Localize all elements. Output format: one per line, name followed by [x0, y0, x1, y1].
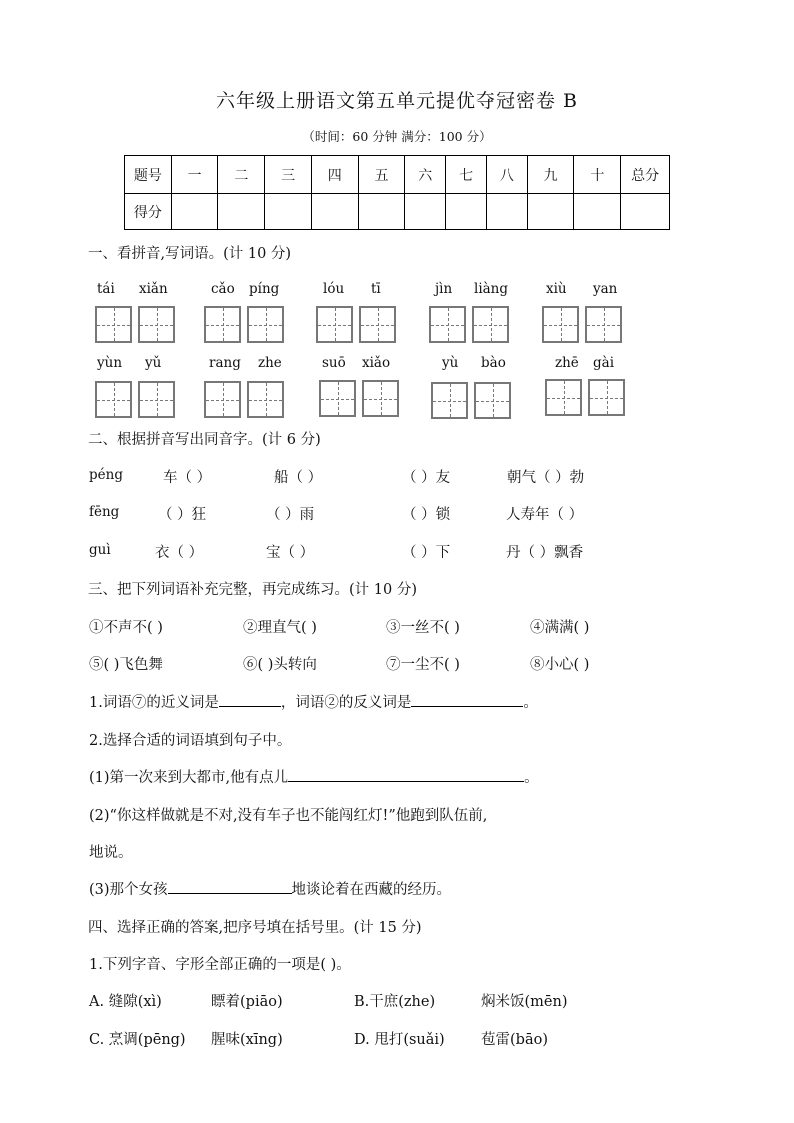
- question-text: (1)第一次来到大都市,他有点儿: [89, 770, 289, 786]
- option-c-2: 腥味(xīng): [211, 1032, 283, 1048]
- score-table: [124, 155, 670, 230]
- score-input-cell[interactable]: [405, 194, 446, 230]
- pinyin: jìn: [435, 281, 453, 297]
- writing-grid-box[interactable]: [542, 306, 579, 343]
- option-a-2: 瞟着(piāo): [211, 994, 283, 1010]
- homophone-item: （ ）友: [402, 470, 451, 486]
- idiom-item: ⑤( )飞色舞: [89, 657, 163, 673]
- homophone-item: （ ）锁: [402, 507, 451, 523]
- score-cell: 四: [311, 156, 358, 194]
- score-cell: 五: [358, 156, 405, 194]
- score-input-cell[interactable]: [218, 194, 265, 230]
- homophone-item: 车（ ）: [163, 470, 212, 486]
- homophone-item: 朝气（ ）勃: [507, 470, 585, 486]
- score-table-header-row: [125, 156, 670, 194]
- homophone-item: （ ）狂: [158, 507, 207, 523]
- option-c: C. 烹调(pēng): [89, 1032, 186, 1048]
- pinyin: suō: [322, 355, 346, 371]
- pinyin: gài: [593, 355, 615, 371]
- homophone-item: 丹（ ）飘香: [506, 545, 584, 561]
- answer-blank[interactable]: [411, 706, 523, 707]
- homophone-item: 衣（ ）: [155, 545, 204, 561]
- score-cell: 总分: [621, 156, 670, 194]
- pinyin: píng: [249, 281, 280, 297]
- writing-grid-box[interactable]: [429, 306, 466, 343]
- score-input-cell[interactable]: [446, 194, 487, 230]
- score-input-cell[interactable]: [358, 194, 405, 230]
- score-table-score-row: [125, 194, 670, 230]
- writing-grid-box[interactable]: [95, 381, 132, 418]
- section-4-heading: 四、选择正确的答案,把序号填在括号里。(计 15 分): [88, 920, 422, 936]
- pinyin: rang: [209, 355, 241, 371]
- option-b: B.干庶(zhe): [354, 994, 436, 1010]
- writing-grid-box[interactable]: [247, 381, 284, 418]
- score-input-cell[interactable]: [486, 194, 527, 230]
- pinyin: yùn: [97, 355, 123, 371]
- homophone-item: （ ）雨: [266, 507, 315, 523]
- question-3-2-2: (2)“你这样做就是不对,没有车子也不能闯红灯!”他跑到队伍前,: [89, 808, 488, 824]
- pinyin: xiǎn: [139, 281, 168, 297]
- writing-grid-box[interactable]: [585, 306, 622, 343]
- idiom-item: ⑧小心( ): [530, 657, 590, 673]
- homophone-item: 船（ ）: [274, 470, 323, 486]
- pinyin-label: fēng: [89, 504, 120, 520]
- score-input-cell[interactable]: [311, 194, 358, 230]
- writing-grid-box[interactable]: [359, 306, 396, 343]
- option-b-2: 焖米饭(mēn): [481, 994, 568, 1010]
- pinyin-label: péng: [89, 467, 123, 483]
- writing-grid-box[interactable]: [138, 306, 175, 343]
- score-input-cell[interactable]: [621, 194, 670, 230]
- pinyin: cǎo: [211, 281, 235, 297]
- question-3-2: 2.选择合适的词语填到句子中。: [89, 733, 292, 749]
- pinyin: bào: [481, 355, 506, 371]
- pinyin: zhe: [258, 355, 282, 371]
- question-3-2-1: [89, 766, 539, 787]
- pinyin: liàng: [474, 281, 509, 297]
- writing-grid-box[interactable]: [95, 306, 132, 343]
- homophone-item: 人寿年（ ）: [506, 507, 584, 523]
- question-3-2-2-end: 地说。: [89, 845, 133, 861]
- question-text: 。: [523, 695, 538, 711]
- pinyin: yù: [442, 355, 459, 371]
- question-text: 地谈论着在西藏的经历。: [291, 882, 452, 898]
- idiom-item: ②理直气( ): [243, 620, 317, 636]
- option-d-2: 苞雷(bāo): [481, 1032, 548, 1048]
- score-input-cell[interactable]: [265, 194, 312, 230]
- pinyin: xiǎo: [362, 355, 391, 371]
- homophone-item: （ ）下: [402, 545, 451, 561]
- score-cell: 二: [218, 156, 265, 194]
- pinyin: yan: [593, 281, 618, 297]
- score-cell: 七: [446, 156, 487, 194]
- writing-grid-box[interactable]: [247, 306, 284, 343]
- writing-grid-box[interactable]: [204, 306, 241, 343]
- answer-blank[interactable]: [168, 893, 292, 894]
- pinyin: xiù: [546, 281, 567, 297]
- question-3-1: [89, 691, 538, 712]
- writing-grid-box[interactable]: [316, 306, 353, 343]
- option-d: D. 甩打(suǎi): [354, 1032, 445, 1048]
- idiom-item: ③一丝不( ): [386, 620, 460, 636]
- section-1-heading: 一、看拼音,写词语。(计 10 分): [88, 246, 292, 262]
- idiom-item: ⑥( )头转向: [243, 657, 317, 673]
- score-cell: 得分: [125, 194, 172, 230]
- question-text: 1.词语⑦的近义词是: [89, 695, 219, 711]
- writing-grid-box[interactable]: [362, 380, 399, 417]
- score-cell: 题号: [125, 156, 172, 194]
- pinyin: zhē: [555, 355, 579, 371]
- score-input-cell[interactable]: [527, 194, 574, 230]
- score-cell: 八: [486, 156, 527, 194]
- answer-blank[interactable]: [288, 781, 524, 782]
- score-input-cell[interactable]: [574, 194, 621, 230]
- question-text: ，词语②的反义词是: [280, 695, 412, 711]
- section-2-heading: 二、根据拼音写出同音字。(计 6 分): [88, 432, 321, 448]
- score-input-cell[interactable]: [171, 194, 218, 230]
- score-cell: 十: [574, 156, 621, 194]
- pinyin: tī: [371, 281, 381, 297]
- question-text: 。: [524, 770, 539, 786]
- pinyin-label: guì: [89, 542, 111, 558]
- writing-grid-box[interactable]: [472, 306, 509, 343]
- answer-blank[interactable]: [219, 706, 281, 707]
- writing-grid-box[interactable]: [431, 382, 468, 419]
- writing-grid-box[interactable]: [319, 380, 356, 417]
- score-cell: 六: [405, 156, 446, 194]
- question-4-1: 1.下列字音、字形全部正确的一项是( )。: [89, 957, 351, 973]
- writing-grid-box[interactable]: [474, 382, 511, 419]
- idiom-item: ⑦一尘不( ): [386, 657, 460, 673]
- writing-grid-box[interactable]: [545, 379, 582, 416]
- section-3-heading: 三、把下列词语补充完整，再完成练习。(计 10 分): [88, 582, 417, 598]
- writing-grid-box[interactable]: [138, 381, 175, 418]
- idiom-item: ④满满( ): [530, 620, 590, 636]
- pinyin: lóu: [323, 281, 345, 297]
- option-a: A. 缝隙(xì): [89, 994, 162, 1010]
- question-text: (3)那个女孩: [89, 882, 168, 898]
- score-cell: 三: [265, 156, 312, 194]
- writing-grid-box[interactable]: [204, 381, 241, 418]
- page-title: 六年级上册语文第五单元提优夺冠密卷 B: [215, 90, 578, 112]
- writing-grid-box[interactable]: [588, 379, 625, 416]
- score-cell: 一: [171, 156, 218, 194]
- score-cell: 九: [527, 156, 574, 194]
- exam-info: （时间：60 分钟 满分：100 分）: [302, 129, 492, 144]
- question-3-2-3: [89, 878, 451, 899]
- homophone-item: 宝（ ）: [266, 545, 315, 561]
- pinyin: tái: [97, 281, 115, 297]
- pinyin: yǔ: [145, 355, 162, 371]
- idiom-item: ①不声不( ): [89, 620, 163, 636]
